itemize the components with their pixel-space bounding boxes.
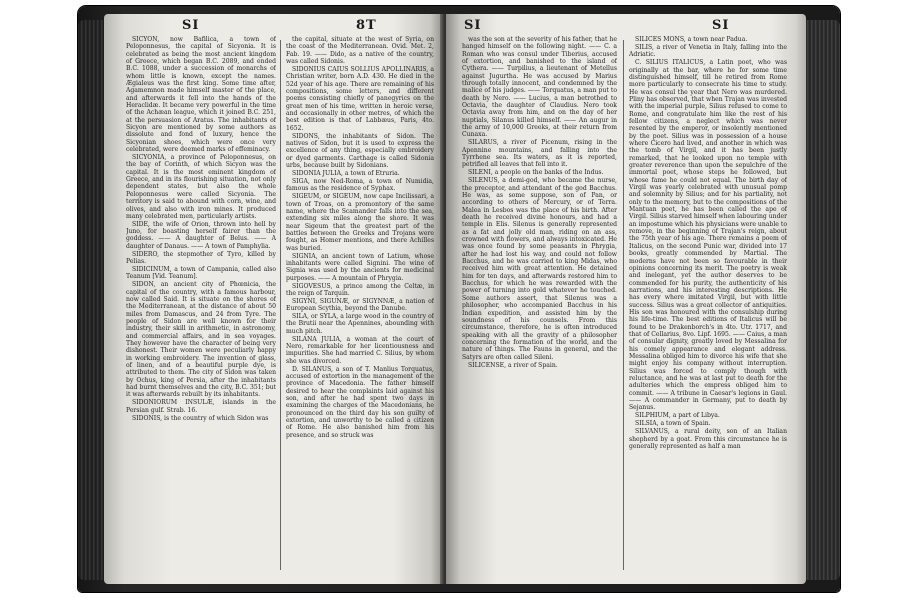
- dictionary-entry: SILANA JULIA, a woman at the court of Nero, remarkable for her licentiousness and impurities. She had married C. Silius, by whom she was divorced.: [286, 335, 434, 365]
- dictionary-entry: SIDE, the wife of Orion, thrown into hell by Juno, for boasting herself fairer than the goddess. —— A daughter of Belus. —— A daughter of Danaus. —— A town of Pamphylia.: [126, 220, 276, 250]
- left-page-column-1: [126, 36, 276, 576]
- dictionary-entry: SIDERO, the stepmother of Tyro, killed by Pelias.: [126, 250, 276, 266]
- dictionary-entry: SILENI, a people on the banks of the Indus.: [468, 169, 604, 177]
- dictionary-entry: SICYON, now Bafilica, a town of Peloponnesus, the capital of Sicyonia. It is celebrated as being the most ancient kingdom of Greece, which began B.C. 2089, and ended B.C. 1088, under a succession of monarchs of whom little is known, except the names. Ægialeus was the first king. Some time after, Agamemnon made himself master of the place, and afterwards it fell into the hands of the Heraclidæ. It became very powerful in the time of the Achæan league, which it joined B.C. 251, at the persuasion of Aratus. The inhabitants of Sicyon are mentioned by some authors as dissolute and fond of luxury, hence the Sicyonian shoes, which were once very celebrated, were deemed marks of effeminacy.: [126, 36, 276, 154]
- dictionary-entry: SILVANUS, a rural deity, son of an Italian shepherd by a goat. From this circumstance he is generally represented as half a man: [629, 428, 787, 450]
- right-page-column-1: [462, 36, 617, 576]
- dictionary-entry: was the son at the severity of his father, that he hanged himself on the following night. —— C. a Roman who was consul under Tiberius, accused of extortion, and banished to the island of Cythera. —— Turpilius, a lieutenant of Metellus against Jugurtha. He was accused by Marius through totally innocent, and condemned by the malice of his judges. —— Torquatus, a man put to death by Nero. —— Lucius, a man betrothed to Octavia, the daughter of Claudius. Nero took Octavia away from him, and on the day of her nuptials, Silanus killed himself. —— An augur in the army of 10,000 Greeks, at their return from Cunaxa.: [462, 36, 617, 139]
- dictionary-entry: SILENUS, a demi-god, who became the nurse, the preceptor, and attendant of the god Bacchus. He was, as some suppose, son of Pan, or according to others of Mercury, or of Terra. Malea in Lesbos was the place of his birth. After death he received divine honours, and had a temple in Elis. Silenus is generally represented as a fat and jolly old man, riding on an ass, crowned with flowers, and always intoxicated. He was once found by some peasants in Phrygia, after he had lost his way, and could not follow Bacchus, and he was carried to king Midas, who received him with great attention. He detained him for ten days, and afterwards restored him to Bacchus, for which he was rewarded with the power of turning into gold whatever he touched. Some authors assert, that Silenus was a philosopher, who accompanied Bacchus in his Indian expedition, and assisted him by the soundness of his counsels. From this circumstance, therefore, he is often introduced speaking with all the gravity of a philosopher concerning the formation of the world, and the nature of things. The Fauns in general, and the Satyrs are often called Sileni.: [462, 177, 617, 361]
- left-page-running-head-left: SI: [182, 18, 200, 33]
- dictionary-entry: SILA, or SYLA, a large wood in the country of the Brutii near the Apennines, abounding with much pitch.: [286, 313, 434, 335]
- dictionary-entry: SILICES MONS, a town near Padua.: [635, 36, 748, 43]
- dictionary-entry: SIGA, now Ned-Roma, a town of Numidia, famous as the residence of Syphax.: [286, 177, 434, 193]
- dictionary-entry: SIDONIS, is the country of which Sidon was: [132, 414, 269, 422]
- right-page-column-divider: [623, 40, 624, 570]
- dictionary-entry: C. SILIUS ITALICUS, a Latin poet, who was originally at the bar, where he for some time distinguished himself, till he retired from Rome more particularly to consecrate his time to study. He was consul the year that Nero was murdered. Pliny has observed, that when Trajan was invested with the imperial purple, Silius refused to come to Rome, and congratulate him like the rest of his fellow citizens, a neglect which was never resented by the emperor, or insolently mentioned by the poet. Silius was in possession of a house where Cicero had lived, and another in which was the tomb of Virgil, and it has been justly remarked, that he looked upon no temple with greater reverence than upon the sepulchre of the immortal poet, whose steps he followed, but whose fame he could not equal. The birth day of Virgil was yearly celebrated with unusual pomp and solemnity by Silius; and for his partiality, not only to the memory, but to the compositions of the Mantuan poet, he has been called the ape of Virgil. Silius starved himself when labouring under an impostume which his physicians were unable to remove, in the beginning of Trajan's reign, about the 75th year of his age. There remains a poem of Italicus, on the second Punic war, divided into 17 books, greatly commended by Martial. The moderns have not been so favourable in their opinions concerning its merit. The poetry is weak and inelegant, yet the author deserves to be commended for his purity, the authenticity of his narrations, and his interesting descriptions. He has every where imitated Virgil, but with little success. Silius was a great collector of antiquities. His son was honoured with the consulship during his life-time. The best editions of Italicus will be found to be Drakenborch's in 4to. Utr. 1717, and that of Cellarius, 8vo. Lipf. 1695. —— Caius, a man of consular dignity, greatly loved by Messalina for his comely appearance and elegant address. Messalina obliged him to divorce his wife that she might enjoy his company without interruption. Silius was forced to comply though with reluctance, and he was at last put to death for the adulteries which the empress obliged him to commit. —— A tribune in Caesar's legions in Gaul. —— A commander in Germany, put to death by Sejanus.: [629, 59, 787, 412]
- dictionary-entry: SIGOVESUS, a prince among the Celtæ, in the reign of Tarquin.: [286, 282, 434, 297]
- left-page: [104, 14, 444, 584]
- dictionary-entry: SIGNIA, an ancient town of Latium, whose inhabitants were called Signini. The wine of Signia was used by the ancients for medicinal purposes. —— A mountain of Phrygia.: [286, 252, 434, 282]
- dictionary-entry: SIDONIORUM INSULÆ, islands in the Persian gulf. Strab. 16.: [126, 399, 276, 414]
- dictionary-entry: SIGYNI, SIGUNÆ, or SIGYNNÆ, a nation of European Scythia, beyond the Danube.: [286, 297, 434, 313]
- right-page-running-head-right: SI: [712, 18, 730, 33]
- dictionary-entry: SICYONIA, a province of Peloponnesus, on the bay of Corinth, of which Sicyon was the capital. It is the most eminent kingdom of Greece, and in its flourishing situation, not only dependent states, but also the whole Peloponnesus were called Sicyonia. The territory is said to abound with corn, wine, and olives, and also with iron mines. It produced many celebrated men, particularly artists.: [126, 154, 276, 220]
- left-page-running-head-right: 8T: [356, 18, 377, 33]
- left-page-column-2: [286, 36, 434, 576]
- dictionary-entry: SILIS, a river of Venetia in Italy, falling into the Adriatic.: [629, 43, 787, 59]
- right-page: [446, 14, 806, 584]
- dictionary-entry: SIDICINUM, a town of Campania, called also Teanum [Vid. Teanum].: [126, 266, 276, 281]
- dictionary-entry: SIDON, an ancient city of Phœnicia, the capital of the country, with a famous harbour, now called Said. It is situate on the shores of the Mediterranean, at the distance of about 50 miles from Damascus, and 24 from Tyre. The people of Sidon are well known for their industry, their skill in arithmetic, in astronomy, and commercial affairs, and in sea voyages. They however have the character of being very dishonest. Their women were peculiarly happy in working embroidery. The invention of glass, of linen, and of a beautiful purple dye, is attributed to them. The city of Sidon was taken by Ochus, king of Persia, after the inhabitants had burnt themselves and the city, B.C. 351; but it was afterwards rebuilt by its inhabitants.: [126, 281, 276, 399]
- right-page-running-head-left: SI: [464, 18, 482, 33]
- right-page-column-2: [629, 36, 787, 576]
- dictionary-entry: SIGEUM, or SIGEUM, now cape Incilissari, a town of Troas, on a promontory of the same name, where the Scamander falls into the sea, extending six miles along the shore. It was near Sigeum that the greatest part of the battles between the Greeks and Trojans were fought, as Homer mentions, and there Achilles was buried.: [286, 193, 434, 252]
- left-page-column-divider: [280, 40, 281, 570]
- dictionary-entry: SILARUS, a river of Picenum, rising in the Apennine mountains, and falling into the Tyrrhene sea. Its waters, as it is reported, petrified all leaves that fell into it.: [462, 139, 617, 169]
- dictionary-entry: SIDONIA JULIA, a town of Etruria.: [292, 169, 400, 177]
- dictionary-entry: D. SILANUS, a son of T. Manlius Torquatus, accused of extortion in the management of the province of Macedonia. The father himself desired to hear the complaints laid against his son, and after he had spent two days in examining the charges of the Macedonians, he pronounced on the third day his son guilty of extortion, and unworthy to be called a citizen of Rome. He also banished him from his presence, and so struck was: [286, 365, 434, 439]
- dictionary-entry: SILICENSE, a river of Spain.: [468, 361, 558, 369]
- book-right-page-edges: [804, 20, 840, 580]
- dictionary-entry: SILSIA, a town of Spain.: [635, 420, 711, 428]
- dictionary-entry: SIDONS, the inhabitants of Sidon. The natives of Sidon, but it is used to express the excellence of any thing, especially embroidery or dyed garments. Carthage is called Sidonia urbs, because built by Sidonians.: [286, 132, 434, 170]
- book-left-page-edges: [78, 20, 106, 580]
- dictionary-entry: SILPHIUM, a part of Libya.: [635, 412, 720, 420]
- dictionary-entry: the capital, situate at the west of Syria, on the coast of the Mediterranean. Ovid. Met. 2, Fab. 19. —— Dido, as a native of the country, was called Sidonis.: [286, 36, 434, 66]
- dictionary-entry: SIDONIUS CAIUS SOLLIUS APOLLINARIS, a Christian writer, born A.D. 430. He died in the 52d year of his age. There are remaining of his compositions, some letters, and different poems consisting chiefly of panegyrics on the great men of his time, written in heroic verse, and occasionally in other metres, of which the best edition is that of Labbæus, Paris, 4to. 1652.: [286, 65, 434, 132]
